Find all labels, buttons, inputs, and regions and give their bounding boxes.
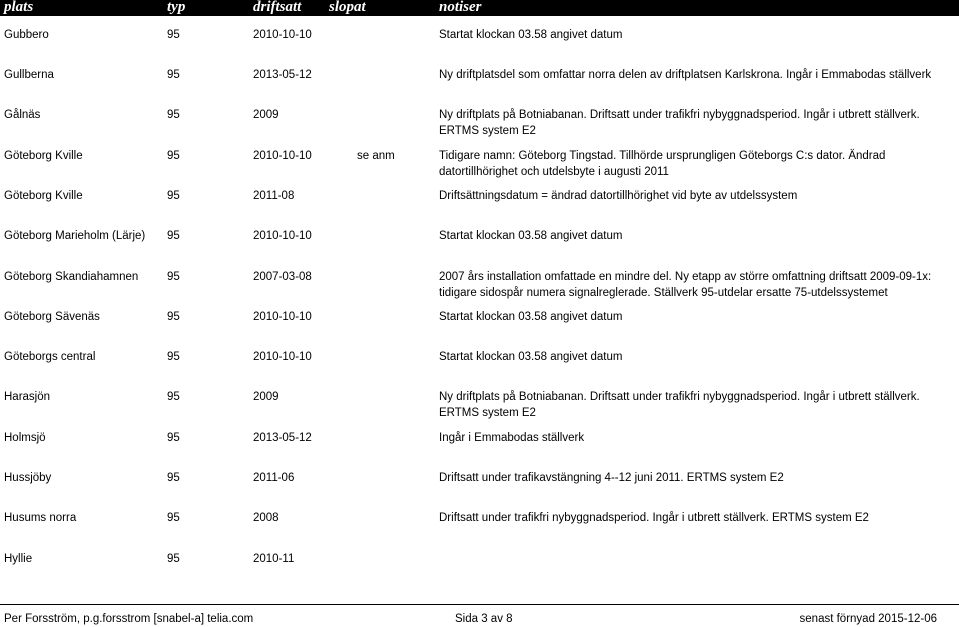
cell-plats: Gålnäs bbox=[4, 109, 41, 121]
footer-author: Per Forsström, p.g.forsstrom [snabel-a] telia.com bbox=[4, 613, 254, 625]
cell-notiser: Ingår i Emmabodas ställverk bbox=[439, 432, 585, 444]
cell-plats: Göteborg Kville bbox=[4, 150, 83, 162]
cell-plats: Göteborg Kville bbox=[4, 190, 83, 202]
page-footer bbox=[0, 604, 959, 627]
cell-driftsatt: 2010-10-10 bbox=[253, 230, 312, 242]
cell-plats: Göteborg Marieholm (Lärje) bbox=[4, 230, 146, 242]
cell-notiser: Tidigare namn: Göteborg Tingstad. Tillhörde ursprungligen Göteborgs C:s dator. Ändrad datortillhörighet och utdelsbyte i augusti 2011 bbox=[439, 150, 886, 178]
cell-typ: 95 bbox=[167, 351, 180, 363]
cell-typ: 95 bbox=[167, 553, 180, 565]
cell-typ: 95 bbox=[167, 432, 180, 444]
cell-notiser: Ny driftplatsdel som omfattar norra delen av driftplatsen Karlskrona. Ingår i Emmabodas ställverk bbox=[439, 69, 932, 81]
cell-notiser: Driftsatt under trafikfri nybyggnadsperiod. Ingår i utbrett ställverk. ERTMS system E2 bbox=[439, 512, 869, 524]
cell-typ: 95 bbox=[167, 29, 180, 41]
cell-plats: Gullberna bbox=[4, 69, 54, 81]
cell-driftsatt: 2011-08 bbox=[253, 190, 295, 202]
cell-notiser: Ny driftplats på Botniabanan. Driftsatt under trafikfri nybyggnadsperiod. Ingår i utbrett ställverk. ERTMS system E2 bbox=[439, 391, 920, 419]
cell-plats: Hyllie bbox=[4, 553, 33, 565]
cell-typ: 95 bbox=[167, 190, 180, 202]
cell-driftsatt: 2013-05-12 bbox=[253, 69, 312, 81]
cell-driftsatt: 2009 bbox=[253, 109, 279, 121]
cell-driftsatt: 2010-10-10 bbox=[253, 351, 312, 363]
cell-notiser: 2007 års installation omfattade en mindre del. Ny etapp av större omfattning driftsatt 2009-09-1x: tidigare sidospår numera signalreglerade. Ställverk 95-utdelar ersatte 75-utdelssystemet bbox=[439, 271, 932, 299]
cell-typ: 95 bbox=[167, 69, 180, 81]
cell-plats: Harasjön bbox=[4, 391, 51, 403]
cell-slopat: se anm bbox=[357, 150, 395, 162]
cell-plats: Holmsjö bbox=[4, 432, 46, 444]
footer-page-number: Sida 3 av 8 bbox=[455, 613, 513, 625]
cell-driftsatt: 2009 bbox=[253, 391, 279, 403]
header-driftsatt: driftsatt bbox=[253, 0, 302, 15]
cell-notiser: Startat klockan 03.58 angivet datum bbox=[439, 351, 623, 363]
cell-notiser: Driftsättningsdatum = ändrad datortillhörighet vid byte av utdelssystem bbox=[439, 190, 798, 202]
cell-typ: 95 bbox=[167, 311, 180, 323]
cell-typ: 95 bbox=[167, 150, 180, 162]
cell-plats: Hussjöby bbox=[4, 472, 52, 484]
cell-typ: 95 bbox=[167, 109, 180, 121]
cell-driftsatt: 2011-06 bbox=[253, 472, 295, 484]
footer-updated-date: senast förnyad 2015-12-06 bbox=[799, 613, 937, 625]
cell-driftsatt: 2013-05-12 bbox=[253, 432, 312, 444]
cell-notiser: Driftsatt under trafikavstängning 4--12 juni 2011. ERTMS system E2 bbox=[439, 472, 784, 484]
cell-typ: 95 bbox=[167, 230, 180, 242]
header-slopat: slopat bbox=[329, 0, 366, 15]
cell-typ: 95 bbox=[167, 472, 180, 484]
cell-driftsatt: 2007-03-08 bbox=[253, 271, 312, 283]
cell-driftsatt: 2010-10-10 bbox=[253, 311, 312, 323]
cell-driftsatt: 2010-11 bbox=[253, 553, 295, 565]
cell-plats: Husums norra bbox=[4, 512, 77, 524]
cell-plats: Göteborg Sävenäs bbox=[4, 311, 100, 323]
cell-notiser: Startat klockan 03.58 angivet datum bbox=[439, 29, 623, 41]
header-plats: plats bbox=[4, 0, 34, 15]
header-notiser: notiser bbox=[439, 0, 482, 15]
cell-notiser: Ny driftplats på Botniabanan. Driftsatt under trafikfri nybyggnadsperiod. Ingår i utbrett ställverk. ERTMS system E2 bbox=[439, 109, 920, 137]
cell-plats: Göteborgs central bbox=[4, 351, 96, 363]
cell-notiser: Startat klockan 03.58 angivet datum bbox=[439, 311, 623, 323]
cell-plats: Gubbero bbox=[4, 29, 49, 41]
table-header bbox=[0, 0, 959, 16]
header-typ: typ bbox=[167, 0, 186, 15]
cell-driftsatt: 2010-10-10 bbox=[253, 29, 312, 41]
cell-typ: 95 bbox=[167, 512, 180, 524]
cell-driftsatt: 2008 bbox=[253, 512, 279, 524]
cell-notiser: Startat klockan 03.58 angivet datum bbox=[439, 230, 623, 242]
cell-typ: 95 bbox=[167, 271, 180, 283]
cell-plats: Göteborg Skandiahamnen bbox=[4, 271, 139, 283]
cell-driftsatt: 2010-10-10 bbox=[253, 150, 312, 162]
cell-typ: 95 bbox=[167, 391, 180, 403]
